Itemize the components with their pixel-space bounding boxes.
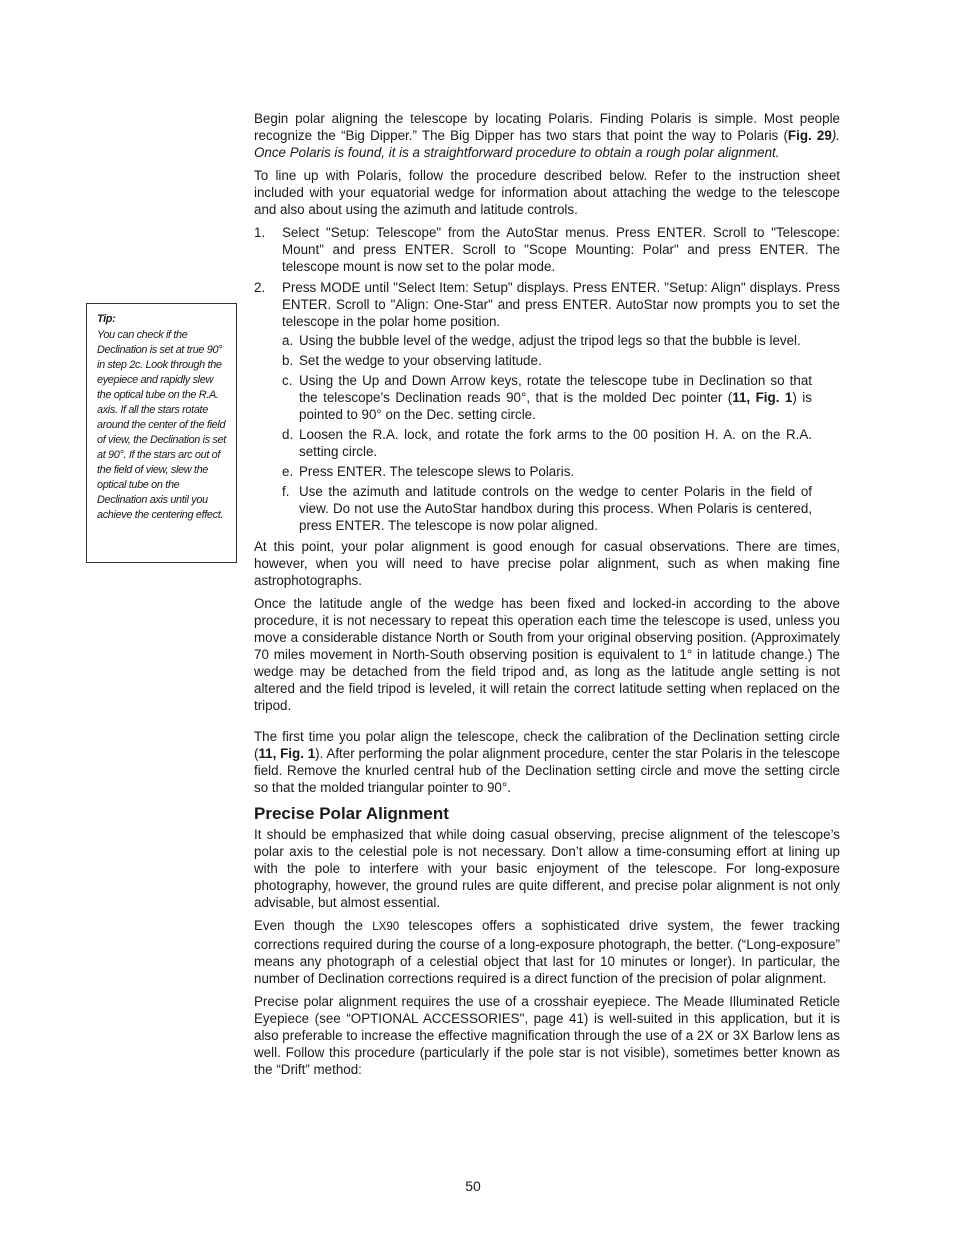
substep-letter: c. bbox=[282, 373, 293, 388]
substep-item bbox=[282, 483, 812, 534]
substep-item bbox=[282, 332, 812, 349]
tip-box bbox=[86, 303, 237, 563]
after-paragraph-1: At this point, your polar alignment is good enough for casual observations. There are times, however, when you will need to have precise polar alignment, such as when making fine astrophotographs. bbox=[254, 539, 840, 588]
after-paragraph-2: Once the latitude angle of the wedge has been fixed and locked-in according to the above procedure, it is not necessary to repeat this operation each time the telescope is used, unless you move a considerable distance North or South from your original observing position. (Approximately 70 miles movement in North-South observing position is equivalent to 1° in latitude change.) The wedge may be detached from the field tripod and, as long as the latitude angle setting is not altered and the field tripod is leveled, it will retain the correct latitude setting when replaced on the tripod. bbox=[254, 596, 840, 713]
section-heading: Precise Polar Alignment bbox=[254, 804, 449, 823]
substep-letter: f. bbox=[282, 484, 290, 499]
substep-text: Use the azimuth and latitude controls on the wedge to center Polaris in the field of view. Do not use the AutoStar handbox during this process. When Polaris is centered, press ENTER. The telescope is now polar aligned. bbox=[299, 484, 812, 533]
substep-letter: d. bbox=[282, 427, 294, 442]
step-number: 2. bbox=[254, 280, 266, 295]
figure-reference: Fig. 29 bbox=[787, 128, 832, 143]
figure-reference: 11, Fig. 1 bbox=[258, 746, 316, 761]
spacer bbox=[254, 720, 840, 728]
substep-letter: e. bbox=[282, 464, 294, 479]
intro-paragraph-1: Begin polar aligning the telescope by locating Polaris. Finding Polaris is simple. Most people recognize the “Big Dipper.” The Big Dipper has two stars that point the way to Polaris (Fig. 29). Once Polaris is found, it is a straightforward procedure to obtain a rough polar alignment. bbox=[254, 111, 840, 160]
step-text: Select "Setup: Telescope" from the AutoStar menus. Press ENTER. Scroll to "Telescope: Mount" and press ENTER. Scroll to "Scope Mounting: Polar" and press ENTER. The telescope mount is now set to the polar mode. bbox=[282, 225, 840, 274]
step-item bbox=[254, 224, 840, 275]
main-text-column bbox=[254, 110, 840, 1084]
substep-item bbox=[282, 352, 812, 369]
step-number: 1. bbox=[254, 225, 266, 240]
section-paragraph-2: Even though the LX90 telescopes offers a sophisticated drive system, the fewer tracking corrections required during the course of a long-exposure photograph, the better. (“Long-exposure” means any photograph of a celestial object that last for 10 minutes or longer). In particular, the number of Declination corrections required is a direct function of the precision of polar alignment. bbox=[254, 918, 840, 986]
model-name: LX90 bbox=[372, 921, 400, 933]
substep-text: Using the bubble level of the wedge, adjust the tripod legs so that the bubble is level. bbox=[299, 333, 801, 348]
substep-text: Set the wedge to your observing latitude. bbox=[299, 353, 542, 368]
substeps bbox=[282, 332, 840, 534]
after-paragraph-3: The first time you polar align the telescope, check the calibration of the Declination setting circle (11, Fig. 1). After performing the polar alignment procedure, center the star Polaris in the telescope field. Remove the knurled central hub of the Declination setting circle and move the setting circle so that the molded triangular pointer to 90°. bbox=[254, 729, 840, 795]
section-paragraph-1: It should be emphasized that while doing casual observing, precise alignment of the telescope’s polar axis to the celestial pole is not necessary. Don’t allow a time-consuming effort at lining up with the pole to interfere with your basic enjoyment of the telescope. For long-exposure photography, however, the ground rules are quite different, and precise polar alignment is not only advisable, but almost essential. bbox=[254, 827, 840, 910]
figure-reference: 11, Fig. 1 bbox=[732, 390, 793, 405]
page-number: 50 bbox=[465, 1178, 481, 1194]
substep-letter: a. bbox=[282, 333, 294, 348]
substep-item bbox=[282, 372, 812, 423]
intro-paragraph-2: To line up with Polaris, follow the procedure described below. Refer to the instruction sheet included with your equatorial wedge for information about attaching the wedge to the telescope and also about using the azimuth and latitude controls. bbox=[254, 168, 840, 217]
substep-letter: b. bbox=[282, 353, 294, 368]
substep-text: Press ENTER. The telescope slews to Polaris. bbox=[299, 464, 575, 479]
substep-item bbox=[282, 426, 812, 460]
step-text: Press MODE until "Select Item: Setup" displays. Press ENTER. "Setup: Align" displays. Press ENTER. Scroll to "Align: One-Star" and press ENTER. AutoStar now prompts you to set the telescope in the polar home position. bbox=[282, 280, 840, 329]
substep-text: Using the Up and Down Arrow keys, rotate the telescope tube in Declination so that the telescope’s Declination reads 90°, that is the molded Dec pointer (11, Fig. 1) is pointed to 90° on the Dec. setting circle. bbox=[299, 373, 812, 422]
tip-text: You can check if the Declination is set at true 90° in step 2c. Look through the eyepiece and rapidly slew the optical tube on the R.A. axis. If all the stars rotate around the center of the field of view, the Declination is set at 90°. If the stars arc out of the field of view, slew the optical tube on the Declination axis until you achieve the centering effect. bbox=[97, 329, 226, 521]
step-item bbox=[254, 279, 840, 534]
tip-title: Tip: bbox=[97, 313, 116, 325]
substep-item bbox=[282, 463, 812, 480]
numbered-steps bbox=[254, 224, 840, 534]
substep-text: Loosen the R.A. lock, and rotate the fork arms to the 00 position H. A. on the R.A. setting circle. bbox=[299, 427, 812, 459]
section-paragraph-3: Precise polar alignment requires the use of a crosshair eyepiece. The Meade Illuminated Reticle Eyepiece (see “OPTIONAL ACCESSORIES", page 41) is well-suited in this application, but it is also preferable to increase the effective magnification through the use of a 2X or 3X Barlow lens as well. Follow this procedure (particularly if the pole star is not visible), sometimes better known as the “Drift” method: bbox=[254, 994, 840, 1077]
